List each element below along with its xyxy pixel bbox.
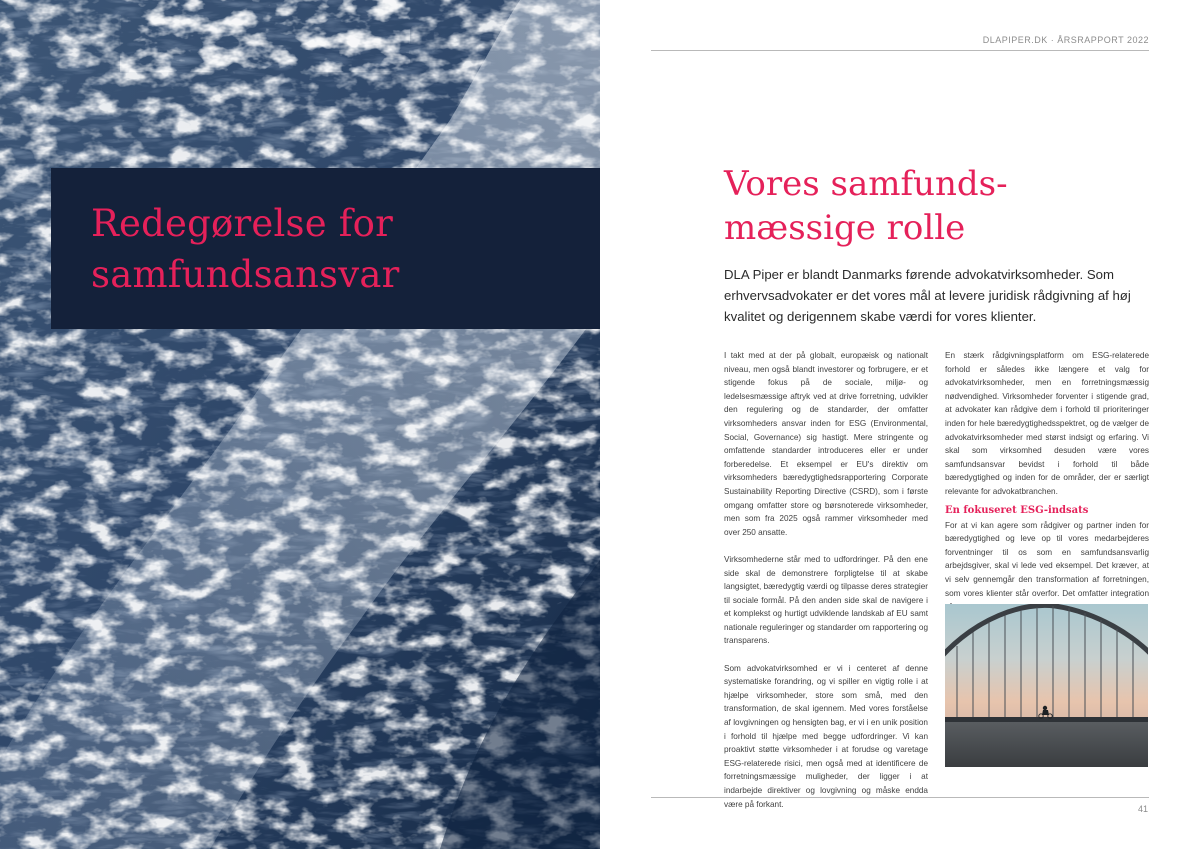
footer-rule: [651, 797, 1149, 798]
body-column-2: [945, 349, 1149, 627]
section-title-block: [51, 168, 600, 329]
lead-paragraph: DLA Piper er blandt Danmarks førende advokatvirksomheder. Som erhvervsadvokater er det vores mål at levere juridisk rådgivning af høj kvalitet og derigennem skabe værdi for vores klienter.: [724, 267, 1131, 324]
body-paragraph: I takt med at der på globalt, europæisk og nationalt niveau, men også blandt investorer og forbrugere, er et stigende fokus på de sociale, miljø- og ledelsesmæssige aftryk ved at drive forretning, udvikler den regulering og de standarder, der omfatter virksomheders ansvar inden for ESG (Environmental, Social, Governance) sig hastigt. Mere stringente og omfattende standarder introduceres eller er under forberedelse. Et eksempel er EU's direktiv om virksomheders bæredygtighedsrapportering Corporate Sustainability Reporting Directive (CSRD), som i første omgang omfatter store og børsnoterede virksomheder, men som fra 2025 også rammer virksomheder med over 250 ansatte.: [724, 351, 928, 537]
body-paragraph: For at vi kan agere som rådgiver og partner inden for bæredygtighed og leve op til vores medarbejderes forventninger til os som en samfundsansvarlig arbejdsgiver, skal vi lede ved eksempel. Det kræver, at vi selv gennemgår den transformation af forretningen, som vores klienter står overfor. Det omfatter integration: [945, 520, 1149, 598]
header-rule: [651, 50, 1149, 51]
body-paragraph: Som advokatvirksomhed er vi i centeret af denne systematiske forandring, og vi spiller en vigtig rolle i at hjælpe virksomheder, store som små, med den transformation, de skal igennem. Med vores forståelse af lovgivningen og hensigten bag, er vi i en unik position i forhold til hjælpe med begge udfordringer. Vi kan proaktivt støtte virksomheder i at forudse og varetage ESG-relaterede risici, men også med at identificere de forretningsmæssige muligheder, der ligger i at indarbejde direktiver og lovgivning og måske endda være på forkant.: [724, 663, 928, 809]
page-number: 41: [1137, 804, 1148, 814]
page-title-line-2: mæssige rolle: [724, 208, 966, 248]
right-page: [600, 0, 1200, 849]
page-title: [724, 162, 1144, 250]
section-title: Redegørelse for samfundsansvar: [91, 202, 400, 296]
body-paragraph: En stærk rådgivningsplatform om ESG-relaterede forhold er således ikke længere et valg for advokatvirksomheder, men en forretningsmæssig nødvendighed. Virksomheder forventer i stigende grad, at advokater kan rådgive dem i forhold til prioriteringer inden for hele bæredygtighedsspektret, og de vælger de advokatvirksomheder med størst indsigt og erfaring. Vi skal som virksomhed desuden være vores samfundsansvar bevidst i forhold til både bæredygtighed og inden for de områder, der er særligt relevante for advokatbranchen.: [945, 351, 1149, 496]
body-column-1: [724, 349, 928, 825]
bridge-cyclist-photo: [945, 604, 1148, 767]
page-title-line-1: Vores samfunds-: [724, 164, 1008, 204]
body-paragraph: Virksomhederne står med to udfordringer. På den ene side skal de demonstrere forpligtelse til at skabe langsigtet, bæredygtig værdi og tilpasse deres strategier til sociale formål. På den anden side skal de navigere i et komplekst og hurtigt udviklende landskab af EU samt nationale reguleringer og standarder om rapportering og transparens.: [724, 554, 928, 646]
running-header: DLAPIPER.DK · ÅRSRAPPORT 2022: [982, 35, 1149, 45]
section-subheading: En fokuseret ESG-indsats: [945, 504, 1089, 516]
